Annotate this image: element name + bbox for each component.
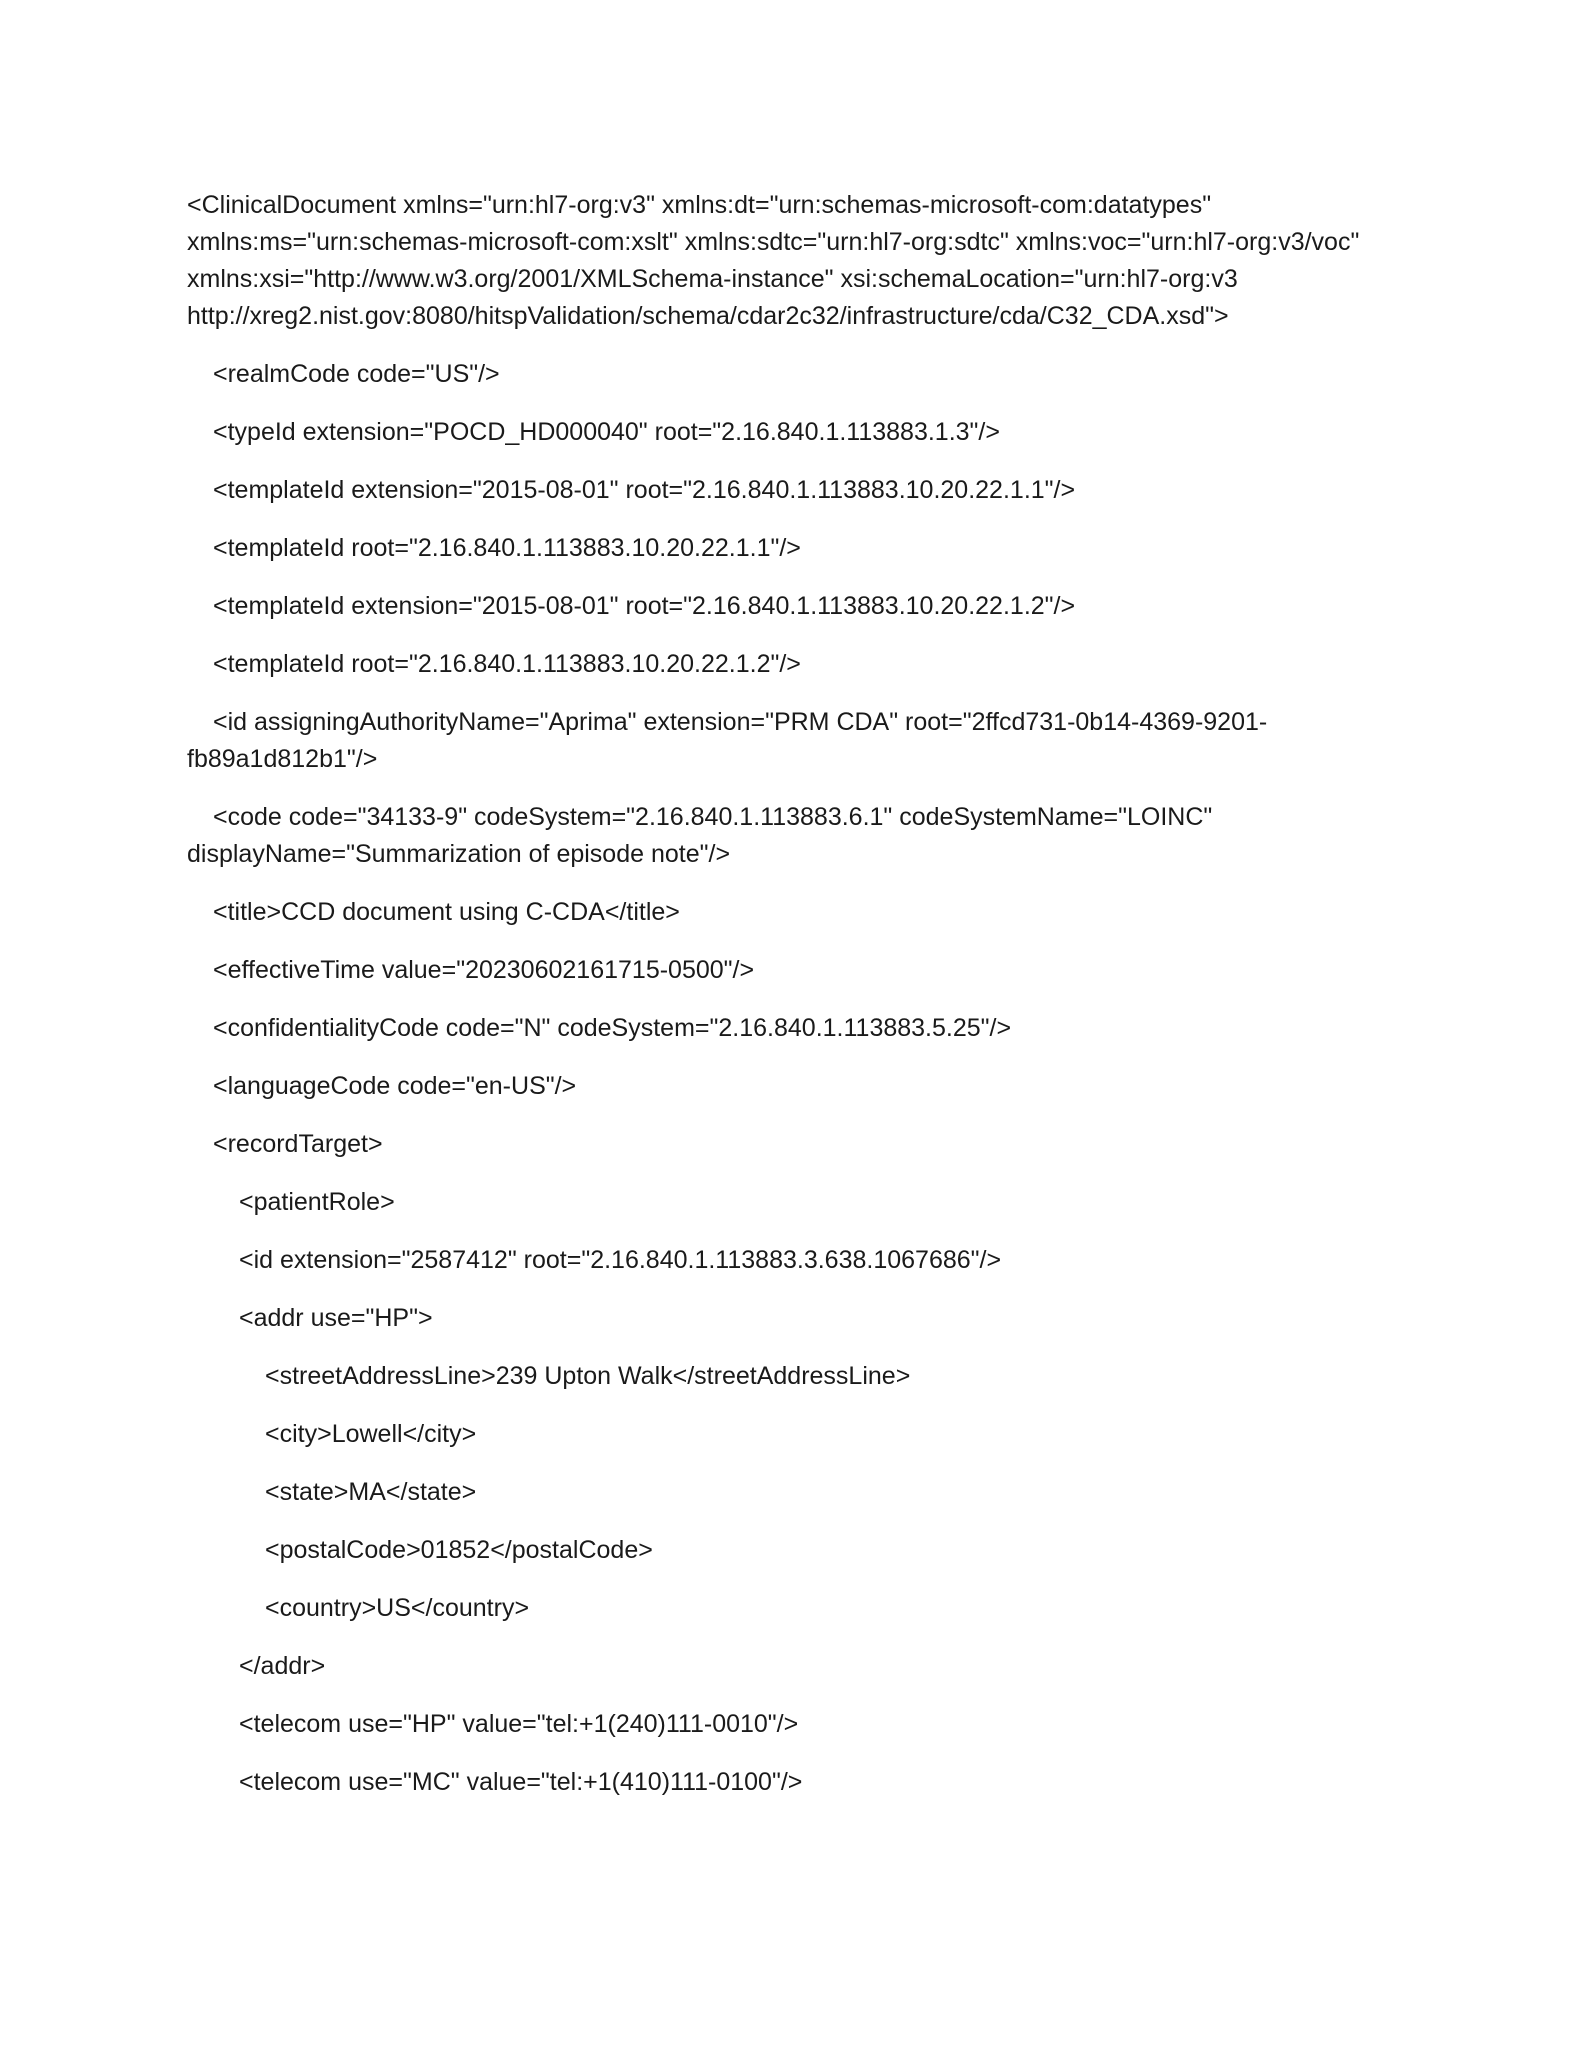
effective-time-line: <effectiveTime value="20230602161715-0500"/>	[213, 956, 755, 984]
street-address-line: <streetAddressLine>239 Upton Walk</streetAddressLine>	[265, 1362, 911, 1390]
template-id-line: <templateId extension="2015-08-01" root="2.16.840.1.113883.10.20.22.1.2"/>	[213, 592, 1076, 620]
record-target-open-line: <recordTarget>	[213, 1130, 383, 1158]
state-line: <state>MA</state>	[265, 1478, 477, 1506]
country-line: <country>US</country>	[265, 1594, 530, 1622]
patient-id-line: <id extension="2587412" root="2.16.840.1.113883.3.638.1067686"/>	[239, 1246, 1002, 1274]
realm-code-line: <realmCode code="US"/>	[213, 360, 500, 388]
city-line: <city>Lowell</city>	[265, 1420, 477, 1448]
xml-content	[187, 187, 1402, 1822]
addr-open-line: <addr use="HP">	[239, 1304, 433, 1332]
document-id-line: <id assigningAuthorityName="Aprima" extension="PRM CDA" root="2ffcd731-0b14-4369-9201-fb89a1d812b1"/>	[187, 708, 1268, 773]
clinical-document-open-tag: <ClinicalDocument xmlns="urn:hl7-org:v3" xmlns:dt="urn:schemas-microsoft-com:datatypes" xmlns:ms="urn:schemas-microsoft-com:xslt" xmlns:sdtc="urn:hl7-org:sdtc" xmlns:voc="urn:hl7-org:v3/voc" xmlns:xsi="http://www.w3.org/2001/XMLSchema-instance" xsi:schemaLocation="urn:hl7-org:v3 http://xreg2.nist.gov:8080/hitspValidation/schema/cdar2c32/infrastructure/cda/C32_CDA.xsd">	[187, 191, 1360, 330]
addr-close-line: </addr>	[239, 1652, 326, 1680]
patient-role-open-line: <patientRole>	[239, 1188, 395, 1216]
postal-code-line: <postalCode>01852</postalCode>	[265, 1536, 653, 1564]
telecom-line: <telecom use="MC" value="tel:+1(410)111-0100"/>	[239, 1768, 803, 1796]
confidentiality-code-line: <confidentialityCode code="N" codeSystem="2.16.840.1.113883.5.25"/>	[213, 1014, 1012, 1042]
document-code-line: <code code="34133-9" codeSystem="2.16.840.1.113883.6.1" codeSystemName="LOINC" displayName="Summarization of episode note"/>	[187, 803, 1213, 868]
telecom-line: <telecom use="HP" value="tel:+1(240)111-0010"/>	[239, 1710, 799, 1738]
title-line: <title>CCD document using C-CDA</title>	[213, 898, 680, 926]
language-code-line: <languageCode code="en-US"/>	[213, 1072, 577, 1100]
template-id-line: <templateId root="2.16.840.1.113883.10.20.22.1.2"/>	[213, 650, 801, 678]
template-id-line: <templateId extension="2015-08-01" root="2.16.840.1.113883.10.20.22.1.1"/>	[213, 476, 1076, 504]
type-id-line: <typeId extension="POCD_HD000040" root="2.16.840.1.113883.1.3"/>	[213, 418, 1000, 446]
template-id-line: <templateId root="2.16.840.1.113883.10.20.22.1.1"/>	[213, 534, 801, 562]
